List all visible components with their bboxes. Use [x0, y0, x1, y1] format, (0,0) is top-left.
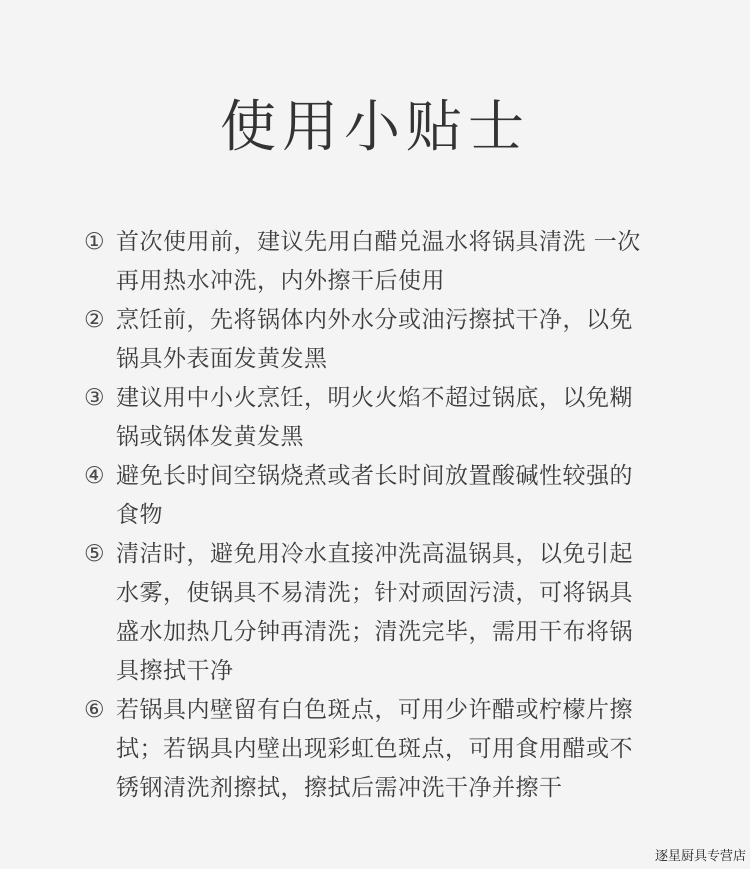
page-title: 使用小贴士 — [220, 95, 530, 160]
tip-item — [84, 301, 654, 379]
tip-item — [84, 691, 654, 808]
tip-item — [84, 223, 654, 301]
tip-number: ③ — [84, 385, 105, 411]
tip-text: 建议用中小火烹饪，明火火焰不超过锅底，以免糊锅或锅体发黄发黑 — [116, 385, 633, 450]
tip-item — [84, 379, 654, 457]
tip-text: 若锅具内壁留有白色斑点，可用少许醋或柠檬片擦拭；若锅具内壁出现彩虹色斑点，可用食用醋或不锈钢清洗剂擦拭，擦拭后需冲洗干净并擦干 — [116, 697, 633, 801]
tip-number: ② — [84, 307, 105, 333]
tip-item — [84, 457, 654, 535]
tip-text: 烹饪前，先将锅体内外水分或油污擦拭干净，以免锅具外表面发黄发黑 — [116, 307, 633, 372]
tip-item — [84, 535, 654, 691]
store-watermark: 逐星厨具专营店 — [654, 849, 746, 864]
tip-number: ④ — [84, 463, 105, 489]
tip-number: ⑤ — [84, 541, 105, 567]
tip-text: 清洁时，避免用冷水直接冲洗高温锅具，以免引起水雾，使锅具不易清洗；针对顽固污渍，可将锅具盛水加热几分钟再清洗；清洗完毕，需用干布将锅具擦拭干净 — [116, 541, 633, 684]
tip-number: ① — [84, 229, 105, 255]
tips-list — [84, 223, 654, 808]
tip-number: ⑥ — [84, 697, 105, 723]
tip-text: 避免长时间空锅烧煮或者长时间放置酸碱性较强的食物 — [116, 463, 633, 528]
tip-text: 首次使用前，建议先用白醋兑温水将锅具清洗 一次再用热水冲洗，内外擦干后使用 — [116, 229, 641, 294]
